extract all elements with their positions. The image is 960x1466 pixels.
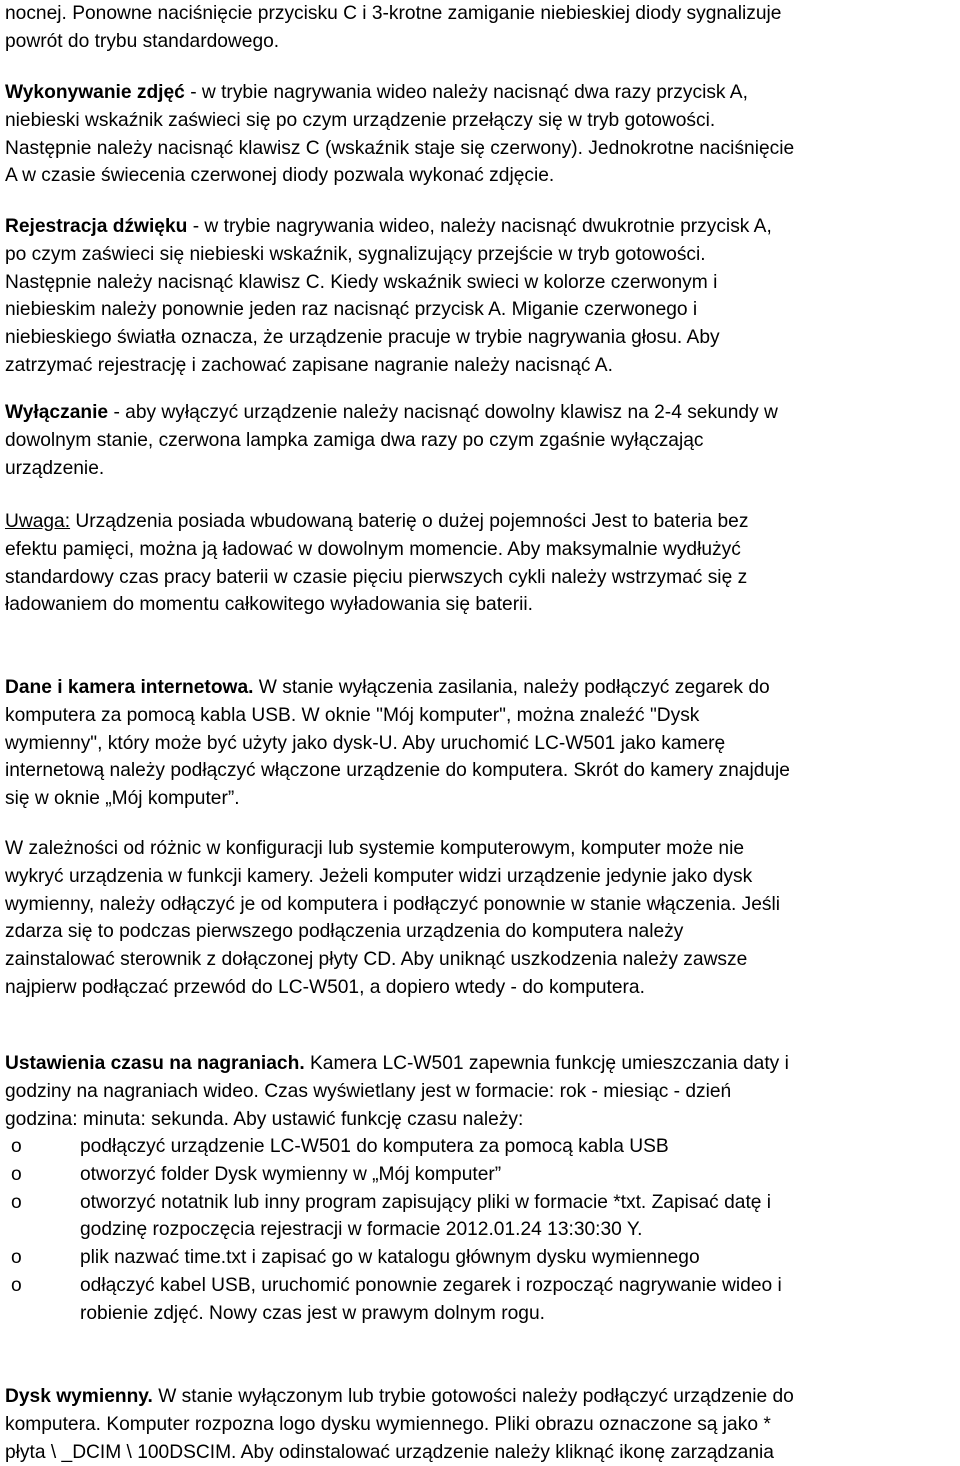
text-line: ładowaniem do momentu całkowitego wyładowania się baterii. <box>5 594 533 616</box>
text-line: dowolnym stanie, czerwona lampka zamiga dwa razy po czym zgaśnie wyłączając <box>5 429 704 451</box>
note-label: Uwaga: <box>5 511 71 532</box>
text-line: godzinę rozpoczęcia rejestracji w formacie 2012.01.24 13:30:30 Y. <box>80 1219 643 1241</box>
section-heading: Ustawienia czasu na nagraniach. <box>5 1053 305 1074</box>
text-line: po czym zaświeci się niebieski wskaźnik, sygnalizujący przejście w tryb gotowości. <box>5 243 706 265</box>
bullet-circle-icon: o <box>11 1247 22 1269</box>
text-line: niebieski wskaźnik zaświeci się po czym urządzenie przełączy się w tryb gotowości. <box>5 109 716 131</box>
text-line <box>5 508 960 536</box>
bullet-circle-icon: o <box>11 1191 22 1213</box>
text-line <box>5 674 960 702</box>
text-line: efektu pamięci, można ją ładować w dowolnym momencie. Aby maksymalnie wydłużyć <box>5 538 741 560</box>
text-line: nocnej. Ponowne naciśnięcie przycisku C i 3-krotne zamiganie niebieskiej diody sygnalizuje <box>5 3 782 24</box>
text-line <box>5 399 960 427</box>
text-line <box>5 79 960 107</box>
text-run: - aby wyłączyć urządzenie należy nacisnąć dowolny klawisz na 2-4 sekundy w <box>108 402 778 423</box>
text-line: otworzyć folder Dysk wymienny w „Mój komputer” <box>80 1163 502 1185</box>
text-line: standardowy czas pracy baterii w czasie pięciu pierwszych cykli należy wstrzymać się z <box>5 566 748 588</box>
text-run: W stanie wyłączonym lub trybie gotowości należy podłączyć urządzenie do <box>152 1386 794 1407</box>
section-heading: Rejestracja dźwięku <box>5 216 188 237</box>
bullet-circle-icon: o <box>11 1274 22 1296</box>
text-line: urządzenie. <box>5 457 105 479</box>
text-line: Następnie należy nacisnąć klawisz C (wskaźnik staje się czerwony). Jednokrotne naciśnięcie <box>5 137 795 159</box>
paragraph-removable-disk <box>5 1383 960 1466</box>
section-heading: Dysk wymienny. <box>5 1386 153 1407</box>
text-line: komputera. Komputer rozpozna logo dysku wymiennego. Pliki obrazu oznaczone są jako * <box>5 1413 771 1435</box>
list-item <box>5 1133 960 1161</box>
text-line: powrót do trybu standardowego. <box>5 30 280 52</box>
section-heading: Wykonywanie zdjęć <box>5 82 185 103</box>
text-line: zatrzymać rejestrację i zachować zapisane nagranie należy nacisnąć A. <box>5 354 613 376</box>
list-item <box>5 1161 960 1189</box>
paragraph-power-off <box>5 399 960 482</box>
text-line: W zależności od różnic w konfiguracji lub systemie komputerowym, komputer może nie <box>5 838 744 859</box>
text-line: godziny na nagraniach wideo. Czas wyświetlany jest w formacie: rok - miesiąc - dzień <box>5 1080 732 1102</box>
paragraph-time-settings <box>5 1050 960 1133</box>
text-line: zainstalować sterownik z dołączonej płyty CD. Aby uniknąć uszkodzenia należy zawsze <box>5 949 748 971</box>
time-setup-steps <box>5 1133 960 1328</box>
text-line: komputera za pomocą kabla USB. W oknie "Mój komputer", można znaleźć "Dysk <box>5 704 700 726</box>
text-line: płyta \ _DCIM \ 100DSCIM. Aby odinstalować urządzenie należy kliknąć ikonę zarządzania <box>5 1441 774 1463</box>
text-line: odłączyć kabel USB, uruchomić ponownie zegarek i rozpocząć nagrywanie wideo i <box>80 1274 782 1296</box>
paragraph-config-differences <box>5 835 960 1002</box>
text-line <box>5 1050 960 1078</box>
text-line <box>5 213 960 241</box>
paragraph-audio-recording <box>5 213 960 380</box>
bullet-circle-icon: o <box>11 1163 22 1185</box>
text-line: A w czasie świecenia czerwonej diody pozwala wykonać zdjęcie. <box>5 165 555 187</box>
text-line: podłączyć urządzenie LC-W501 do komputera za pomocą kabla USB <box>80 1136 669 1157</box>
text-line: zdarza się to podczas pierwszego podłączenia urządzenia do komputera należy <box>5 921 684 943</box>
text-run: Kamera LC-W501 zapewnia funkcję umieszczania daty i <box>304 1053 789 1074</box>
text-line: wykryć urządzenia w funkcji kamery. Jeżeli komputer widzi urządzenie jedynie jako dysk <box>5 865 753 887</box>
text-line: niebieskim należy ponownie jeden raz nacisnąć przycisk A. Miganie czerwonego i <box>5 299 698 321</box>
text-run: - w trybie nagrywania wideo należy nacisnąć dwa razy przycisk A, <box>184 82 748 103</box>
text-run: W stanie wyłączenia zasilania, należy podłączyć zegarek do <box>253 677 770 698</box>
bullet-circle-icon: o <box>11 1136 22 1157</box>
text-line: wymienny, należy odłączyć je od komputera i podłączyć ponownie w stanie włączenia. Jeśli <box>5 893 780 915</box>
paragraph-webcam <box>5 674 960 813</box>
text-line: wymienny", który może być użyty jako dysk-U. Aby uruchomić LC-W501 jako kamerę <box>5 732 726 754</box>
text-line: otworzyć notatnik lub inny program zapisujący pliki w formacie *txt. Zapisać datę i <box>80 1191 772 1213</box>
text-line: się w oknie „Mój komputer”. <box>5 788 240 810</box>
text-run: Urządzenia posiada wbudowaną baterię o dużej pojemności Jest to bateria bez <box>70 511 749 532</box>
text-line: plik nazwać time.txt i zapisać go w katalogu głównym dysku wymiennego <box>80 1247 700 1269</box>
paragraph-battery-note <box>5 508 960 619</box>
text-line <box>5 1383 960 1411</box>
section-heading: Dane i kamera internetowa. <box>5 677 254 698</box>
text-line: najpierw podłączać przewód do LC-W501, a dopiero wtedy - do komputera. <box>5 976 645 998</box>
text-line: robienie zdjęć. Nowy czas jest w prawym dolnym rogu. <box>80 1302 545 1324</box>
text-run: - w trybie nagrywania wideo, należy nacisnąć dwukrotnie przycisk A, <box>187 216 772 237</box>
paragraph-intro <box>5 0 960 56</box>
section-heading: Wyłączanie <box>5 402 109 423</box>
text-line: niebieskiego światła oznacza, że urządzenie pracuje w trybie nagrywania głosu. Aby <box>5 327 720 349</box>
text-line: Następnie należy nacisnąć klawisz C. Kiedy wskaźnik swieci w kolorze czerwonym i <box>5 271 718 293</box>
text-line: internetową należy podłączyć włączone urządzenie do komputera. Skrót do kamery znajduje <box>5 760 790 782</box>
text-line: godzina: minuta: sekunda. Aby ustawić funkcję czasu należy: <box>5 1108 524 1130</box>
list-item <box>5 1189 960 1245</box>
list-item <box>5 1272 960 1328</box>
list-item <box>5 1244 960 1272</box>
paragraph-taking-photos <box>5 79 960 190</box>
